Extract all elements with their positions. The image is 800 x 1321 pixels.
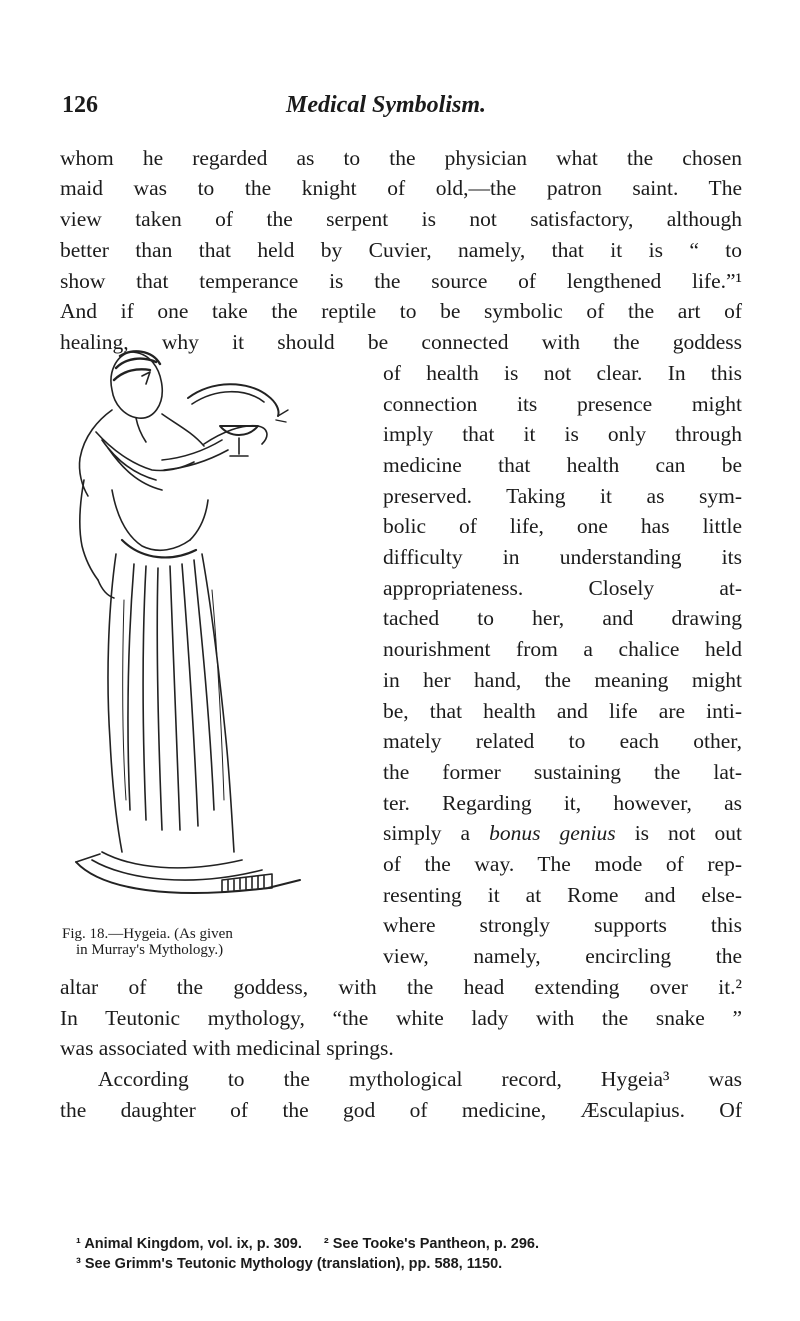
body-line: tached to her, and drawing — [383, 606, 742, 630]
body-line: difficulty in understanding its — [383, 545, 742, 569]
body-line: the former sustaining the lat- — [383, 760, 742, 784]
body-line: the daughter of the god of medicine, Æsculapius. Of — [60, 1098, 742, 1122]
body-line: preserved. Taking it as sym- — [383, 484, 742, 508]
body-line: better than that held by Cuvier, namely, that it is “ to — [60, 238, 742, 262]
body-line: resenting it at Rome and else- — [383, 883, 742, 907]
body-line: show that temperance is the source of lengthened life.”¹ — [60, 269, 742, 293]
caption-line: in Murray's Mythology.) — [76, 942, 224, 958]
hygeia-figure — [72, 340, 368, 920]
body-line: nourishment from a chalice held — [383, 637, 742, 661]
body-line: ter. Regarding it, however, as — [383, 791, 742, 815]
footnote-1: ¹ Animal Kingdom, vol. ix, p. 309. — [76, 1236, 302, 1252]
body-line: view taken of the serpent is not satisfactory, although — [60, 207, 742, 231]
body-line: appropriateness. Closely at- — [383, 576, 742, 600]
body-line: was associated with medicinal springs. — [60, 1036, 394, 1060]
body-line: healing, why it should be connected with the goddess — [60, 330, 742, 354]
body-line: in her hand, the meaning might — [383, 668, 742, 692]
hygeia-engraving — [72, 340, 368, 920]
body-line: According to the mythological record, Hygeia³ was — [98, 1067, 742, 1091]
footnote-3: ³ See Grimm's Teutonic Mythology (translation), pp. 588, 1150. — [76, 1256, 503, 1272]
body-line: maid was to the knight of old,—the patron saint. The — [60, 176, 742, 200]
body-line: of health is not clear. In this — [383, 361, 742, 385]
text-run: is not out — [634, 821, 743, 845]
body-line: In Teutonic mythology, “the white lady with the snake ” — [60, 1006, 742, 1030]
body-line: bolic of life, one has little — [383, 514, 742, 538]
text-run: simply a — [383, 821, 471, 845]
body-line: be, that health and life are inti- — [383, 699, 742, 723]
body-line: And if one take the reptile to be symbolic of the art of — [60, 299, 742, 323]
running-title: Medical Symbolism. — [286, 92, 486, 118]
body-line: imply that it is only through — [383, 422, 742, 446]
body-line — [383, 818, 742, 848]
body-line: whom he regarded as to the physician what the chosen — [60, 146, 742, 170]
italic-term: bonus genius — [489, 821, 616, 845]
body-line: medicine that health can be — [383, 453, 742, 477]
body-line: altar of the goddess, with the head extending over it.² — [60, 975, 742, 999]
caption-line: Fig. 18.—Hygeia. (As given — [62, 926, 233, 942]
body-line: of the way. The mode of rep- — [383, 852, 742, 876]
page-header — [62, 92, 742, 128]
footnote-row — [76, 1234, 756, 1254]
body-line: connection its presence might — [383, 392, 742, 416]
page-number: 126 — [62, 92, 98, 118]
body-line: view, namely, encircling the — [383, 944, 742, 968]
body-line: where strongly supports this — [383, 913, 742, 937]
body-line: mately related to each other, — [383, 729, 742, 753]
figure-caption — [62, 926, 392, 958]
footnote-2: ² See Tooke's Pantheon, p. 296. — [323, 1236, 539, 1252]
footnotes — [76, 1234, 756, 1274]
footnote-row — [76, 1254, 756, 1274]
